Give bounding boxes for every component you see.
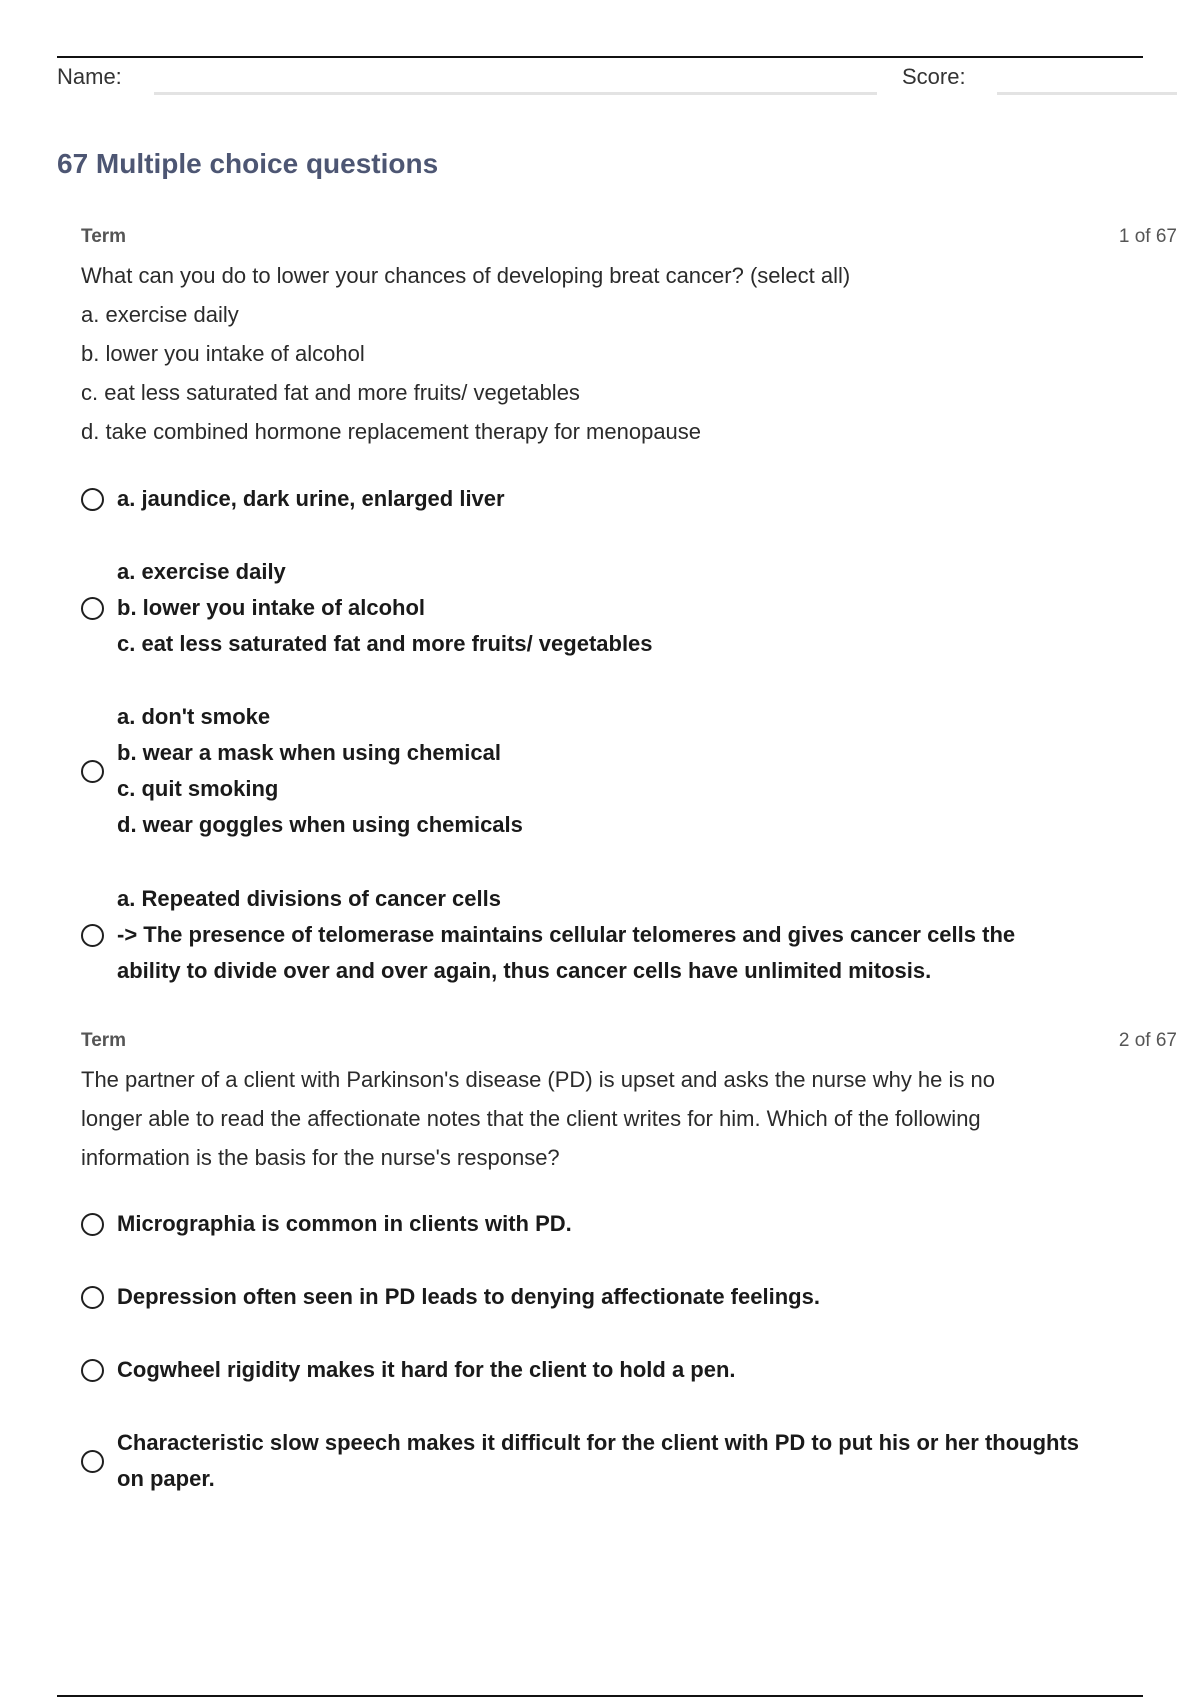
top-rule [57, 56, 1143, 58]
option-line: c. eat less saturated fat and more fruits/ vegetables [117, 631, 653, 656]
term-label: Term [81, 1030, 127, 1051]
option-line: on paper. [117, 1466, 215, 1491]
option-line: Characteristic slow speech makes it difficult for the client with PD to put his or her thoughts [117, 1430, 1080, 1455]
term-label: Term [81, 226, 127, 247]
option-line: Cogwheel rigidity makes it hard for the client to hold a pen. [117, 1357, 736, 1382]
radio-button-icon[interactable] [81, 1359, 104, 1382]
radio-button-icon[interactable] [81, 488, 104, 511]
option-line: Micrographia is common in clients with PD. [117, 1211, 572, 1236]
radio-button-icon[interactable] [81, 1450, 104, 1473]
page-title: 67 Multiple choice questions [57, 148, 439, 179]
answer-option[interactable] [81, 554, 1151, 662]
option-line: a. exercise daily [117, 559, 286, 584]
answer-option[interactable] [81, 699, 1151, 843]
option-line: c. quit smoking [117, 776, 279, 801]
question-1 [81, 226, 1177, 451]
question-2 [81, 1030, 1177, 1177]
question-counter: 1 of 67 [1118, 226, 1177, 247]
answer-option[interactable] [81, 1206, 1151, 1242]
answer-option[interactable] [81, 881, 1151, 989]
answer-option[interactable] [81, 481, 1151, 517]
name-field[interactable] [154, 92, 877, 95]
question-prompt: What can you do to lower your chances of developing breat cancer? (select all) a. exercise daily b. lower you intake of alcohol c. eat less saturated fat and more fruits/ vegetables d. take combined hormone replacement therapy for menopause [81, 263, 851, 444]
name-label: Name: [57, 64, 122, 89]
answer-option[interactable] [81, 1425, 1151, 1497]
option-line: a. Repeated divisions of cancer cells [117, 886, 501, 911]
option-line: b. lower you intake of alcohol [117, 595, 426, 620]
option-line: Depression often seen in PD leads to denying affectionate feelings. [117, 1284, 820, 1309]
score-field[interactable] [997, 92, 1177, 95]
radio-button-icon[interactable] [81, 760, 104, 783]
radio-button-icon[interactable] [81, 924, 104, 947]
option-line: ability to divide over and over again, thus cancer cells have unlimited mitosis. [117, 958, 932, 983]
radio-button-icon[interactable] [81, 597, 104, 620]
answer-option[interactable] [81, 1279, 1151, 1315]
option-line: d. wear goggles when using chemicals [117, 812, 523, 837]
bottom-rule [57, 1695, 1143, 1697]
option-line: b. wear a mask when using chemical [117, 740, 501, 765]
score-label: Score: [902, 64, 966, 89]
option-line: -> The presence of telomerase maintains cellular telomeres and gives cancer cells the [117, 922, 1016, 947]
header-row [57, 62, 1177, 102]
question-prompt: The partner of a client with Parkinson's disease (PD) is upset and asks the nurse why he is no longer able to read the affectionate notes that the client writes for him. Which of the following information is the basis for the nurse's response? [81, 1067, 995, 1170]
option-line: a. don't smoke [117, 704, 271, 729]
question-counter: 2 of 67 [1118, 1030, 1177, 1051]
radio-button-icon[interactable] [81, 1213, 104, 1236]
radio-button-icon[interactable] [81, 1286, 104, 1309]
answer-option[interactable] [81, 1352, 1151, 1388]
option-line: a. jaundice, dark urine, enlarged liver [117, 486, 505, 511]
